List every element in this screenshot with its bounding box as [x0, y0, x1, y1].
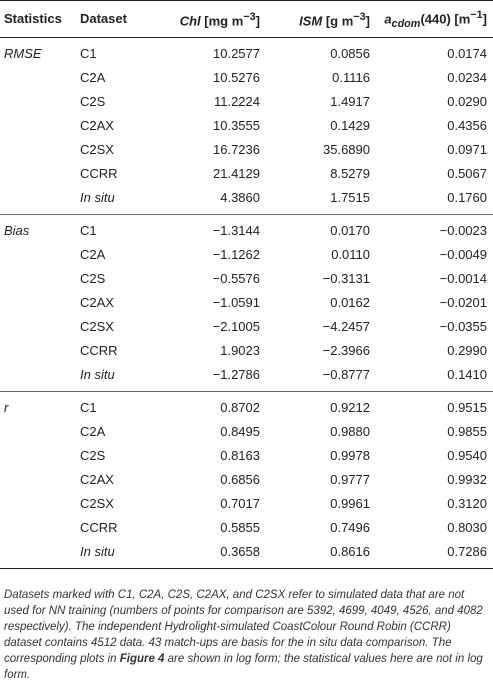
dataset-cell: C1 [80, 46, 97, 61]
dataset-cell: C2AX [80, 472, 114, 487]
acdom-cell: 0.9540 [447, 448, 487, 463]
ism-cell: 0.7496 [330, 520, 370, 535]
ism-cell: 0.9961 [330, 496, 370, 511]
dataset-cell: C2SX [80, 142, 114, 157]
statistic-label [0, 186, 80, 215]
acdom-cell: −0.0201 [439, 295, 487, 310]
statistic-label [0, 162, 80, 186]
ism-cell: 0.0110 [331, 247, 370, 262]
table-row [0, 66, 493, 90]
acdom-cell: 0.8030 [447, 520, 487, 535]
table-row [0, 516, 493, 540]
dataset-cell: CCRR [80, 520, 118, 535]
dataset-cell: C2AX [80, 295, 114, 310]
statistic-label [0, 114, 80, 138]
chl-cell: 21.4129 [213, 166, 260, 181]
dataset-cell: C2S [80, 94, 106, 109]
chl-cell: 0.3658 [150, 540, 260, 569]
statistic-label [0, 444, 80, 468]
dataset-cell: CCRR [80, 343, 118, 358]
statistic-label [0, 540, 80, 569]
dataset-cell: CCRR [80, 166, 118, 181]
acdom-cell: −0.0014 [439, 271, 487, 286]
statistic-label [0, 363, 80, 392]
ism-cell: −0.8777 [260, 363, 370, 392]
ism-cell: 1.4917 [330, 94, 370, 109]
ism-cell: 0.0162 [330, 295, 370, 310]
statistic-label [0, 420, 80, 444]
acdom-cell: 0.0290 [447, 94, 487, 109]
table-row [0, 420, 493, 444]
acdom-cell: 0.2990 [447, 343, 487, 358]
table-footnote: Datasets marked with C1, C2A, C2S, C2AX, and C2SX refer to simulated data that are not used for NN training (numbers of points for comparison are 5392, 4699, 4049, 4526, and 4082 respectively). The independent Hydrolight-simulated CoastColour Round Robin (CCRR) dataset contains 4512 data. 43 match-ups are basis for the in situ data comparison. The corresponding plots in Figure 4 are shown in log form; the statistical values here are not in log form. [4, 588, 483, 681]
dataset-cell: C2S [80, 271, 106, 286]
statistic-label [0, 291, 80, 315]
acdom-cell: −0.0049 [439, 247, 487, 262]
chl-cell: 10.5276 [213, 70, 260, 85]
dataset-cell: C2S [80, 448, 106, 463]
dataset-cell: C1 [80, 400, 97, 415]
chl-cell: −1.2786 [150, 363, 260, 392]
header-row [0, 1, 493, 38]
chl-cell: −1.0591 [212, 295, 260, 310]
table-row [0, 215, 493, 244]
chl-cell: 16.7236 [213, 142, 260, 157]
chl-cell: 10.3555 [213, 118, 260, 133]
statistic-label [0, 66, 80, 90]
table-row [0, 468, 493, 492]
table-row [0, 38, 493, 67]
ism-cell: 0.9880 [330, 424, 370, 439]
dataset-cell: C2A [80, 247, 106, 262]
header-acdom: $a_{cdom}(440)$ $[m^{-1}]$ [370, 1, 493, 38]
statistic-label [0, 90, 80, 114]
dataset-cell: In situ [80, 363, 150, 392]
acdom-cell: 0.9855 [447, 424, 487, 439]
table-row [0, 291, 493, 315]
chl-cell: −2.1005 [212, 319, 260, 334]
chl-cell: 11.2224 [213, 94, 260, 109]
table-row [0, 186, 493, 215]
statistic-label [0, 468, 80, 492]
acdom-cell: 0.0971 [447, 142, 487, 157]
ism-cell: 0.8616 [260, 540, 370, 569]
statistic-label [0, 315, 80, 339]
dataset-cell: In situ [80, 540, 150, 569]
header-dataset: Dataset [80, 1, 150, 38]
ism-cell: 35.6890 [323, 142, 370, 157]
acdom-cell: 0.1760 [370, 186, 493, 215]
acdom-cell: 0.0234 [447, 70, 487, 85]
acdom-cell: 0.9932 [447, 472, 487, 487]
header-statistics: Statistics [0, 1, 80, 38]
table-row [0, 392, 493, 421]
table-row [0, 363, 493, 392]
table-row [0, 138, 493, 162]
ism-cell: 0.1116 [332, 70, 370, 85]
chl-cell: 0.8702 [220, 400, 260, 415]
table-body [0, 38, 493, 569]
table-row [0, 162, 493, 186]
acdom-cell: 0.5067 [447, 166, 487, 181]
statistic-label [0, 516, 80, 540]
dataset-cell: C2SX [80, 319, 114, 334]
header-chl: Chl [mg $m^{-3}$] [150, 1, 260, 38]
chl-cell: −1.3144 [212, 223, 260, 238]
chl-cell: 1.9023 [220, 343, 260, 358]
chl-cell: 0.7017 [220, 496, 260, 511]
ism-cell: 0.0856 [330, 46, 370, 61]
dataset-cell: C2A [80, 70, 106, 85]
statistic-label [0, 267, 80, 291]
table-row [0, 492, 493, 516]
ism-cell: 0.0170 [330, 223, 370, 238]
statistic-label: r [4, 400, 9, 415]
table-row [0, 315, 493, 339]
dataset-cell: C2A [80, 424, 106, 439]
dataset-cell: C2AX [80, 118, 114, 133]
acdom-cell: 0.0174 [447, 46, 487, 61]
table-row [0, 339, 493, 363]
chl-cell: 0.8163 [220, 448, 260, 463]
table-row [0, 267, 493, 291]
acdom-cell: 0.3120 [447, 496, 487, 511]
statistic-label [0, 339, 80, 363]
chl-cell: 4.3860 [150, 186, 260, 215]
ism-cell: −4.2457 [322, 319, 370, 334]
acdom-cell: 0.9515 [447, 400, 487, 415]
acdom-cell: 0.1410 [370, 363, 493, 392]
statistic-label: Bias [4, 223, 30, 238]
table-row [0, 90, 493, 114]
chl-cell: 0.5855 [220, 520, 260, 535]
acdom-cell: 0.7286 [370, 540, 493, 569]
statistic-label [0, 492, 80, 516]
table-row [0, 540, 493, 569]
acdom-cell: 0.4356 [447, 118, 487, 133]
chl-cell: 0.8495 [220, 424, 260, 439]
ism-cell: 0.9978 [330, 448, 370, 463]
dataset-cell: C1 [80, 223, 97, 238]
chl-cell: 0.6856 [220, 472, 260, 487]
ism-cell: 1.7515 [260, 186, 370, 215]
figure-reference: Figure 4 [119, 652, 165, 665]
ism-cell: 0.9212 [330, 400, 370, 415]
table-row [0, 243, 493, 267]
dataset-cell: In situ [80, 186, 150, 215]
table-row [0, 444, 493, 468]
statistic-label [0, 243, 80, 267]
chl-cell: 10.2577 [213, 46, 260, 61]
chl-cell: −0.5576 [212, 271, 260, 286]
statistic-label [0, 138, 80, 162]
table-row [0, 114, 493, 138]
ism-cell: −2.3966 [322, 343, 370, 358]
ism-cell: 0.9777 [330, 472, 370, 487]
ism-cell: 0.1429 [330, 118, 370, 133]
dataset-cell: C2SX [80, 496, 114, 511]
chl-cell: −1.1262 [212, 247, 260, 262]
acdom-cell: −0.0355 [439, 319, 487, 334]
header-ism: ISM [g $m^{-3}$] [260, 1, 370, 38]
ism-cell: −0.3131 [322, 271, 370, 286]
statistic-label: RMSE [4, 46, 42, 61]
acdom-cell: −0.0023 [439, 223, 487, 238]
ism-cell: 8.5279 [330, 166, 370, 181]
